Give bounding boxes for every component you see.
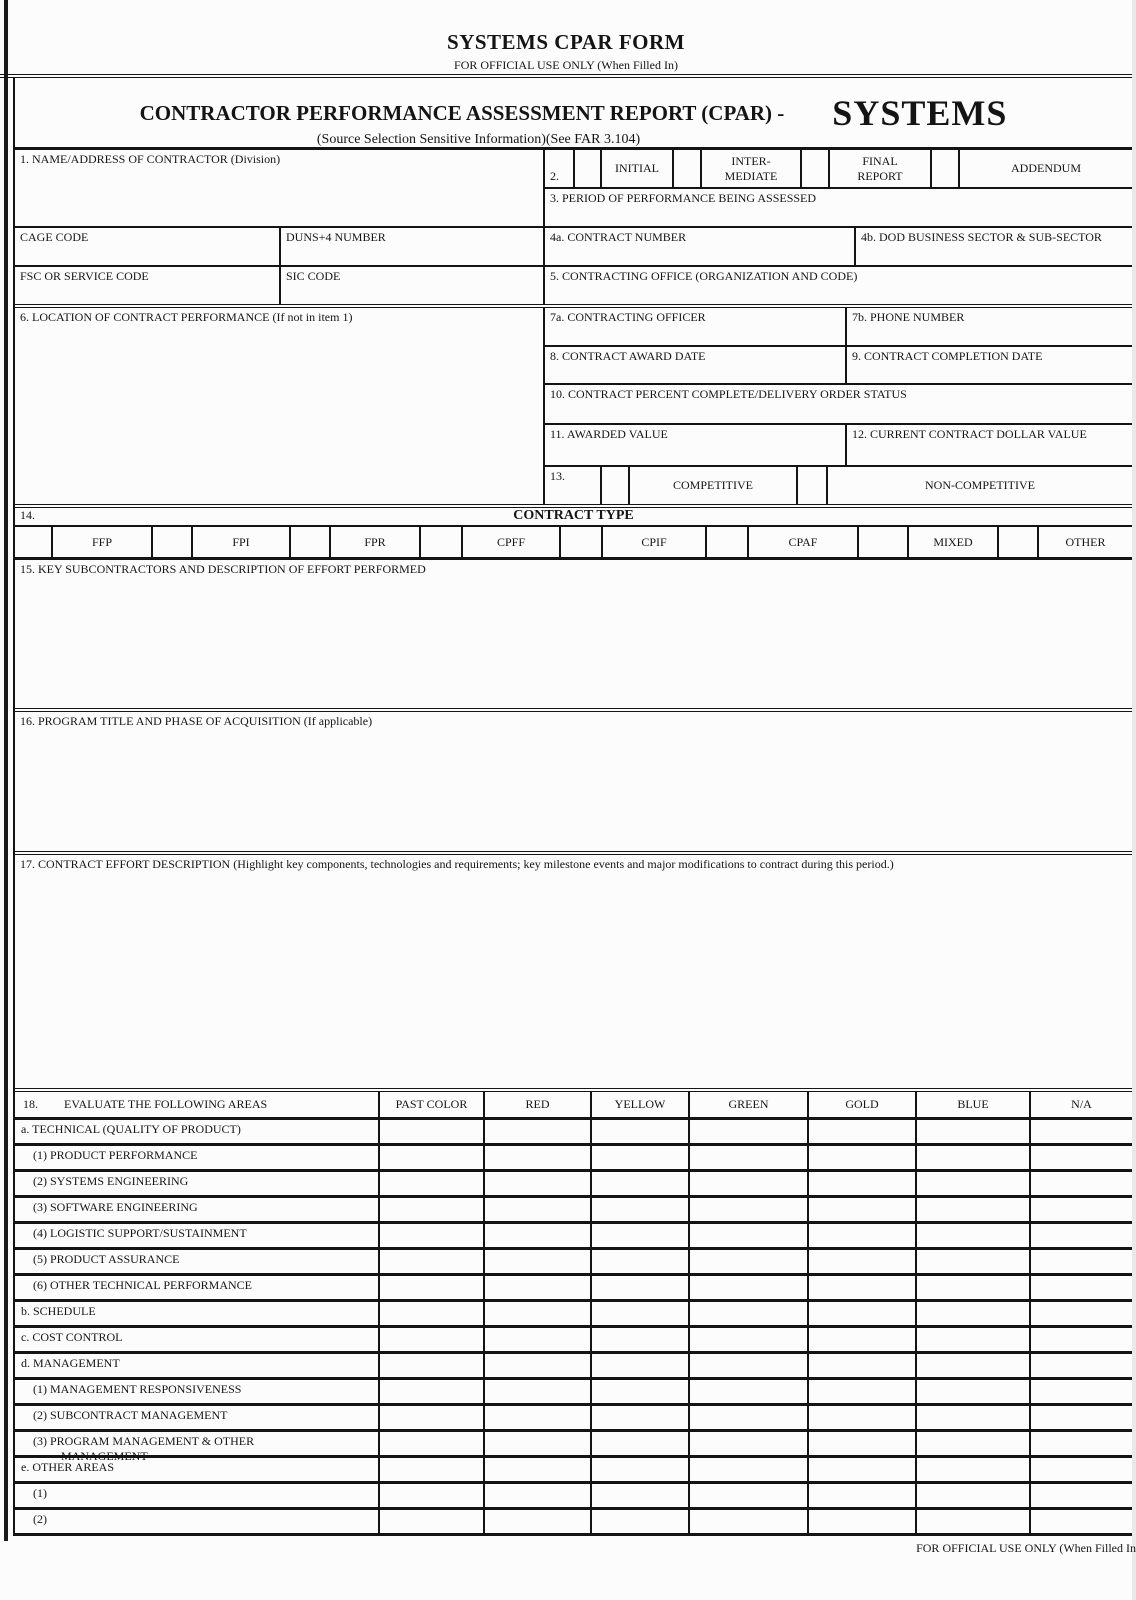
eval-row-label: (1) — [33, 1486, 47, 1500]
rating-cell-green[interactable] — [690, 1120, 809, 1143]
field-4a-label: 4a. CONTRACT NUMBER — [550, 230, 687, 244]
top-banner — [0, 0, 1132, 78]
rating-cell-blue[interactable] — [917, 1276, 1031, 1299]
rating-cell-past-color[interactable] — [380, 1198, 485, 1221]
column-na: N/A — [1071, 1097, 1092, 1111]
eval-row-label-cell — [15, 1484, 380, 1507]
rating-cell-green[interactable] — [690, 1172, 809, 1195]
rating-cell-yellow[interactable] — [592, 1224, 690, 1247]
rating-cell-gold[interactable] — [809, 1224, 917, 1247]
rating-cell-gold[interactable] — [809, 1354, 917, 1377]
evaluation-row — [15, 1120, 1132, 1146]
field-16-program-title[interactable] — [15, 712, 1132, 851]
rating-cell-blue[interactable] — [917, 1120, 1031, 1143]
checkbox-non-competitive[interactable] — [798, 467, 828, 504]
rating-cell-gold[interactable] — [809, 1120, 917, 1143]
row-6-to-13 — [15, 308, 1132, 508]
rating-cell-yellow[interactable] — [592, 1432, 690, 1455]
option-other-label: OTHER — [1065, 534, 1106, 549]
field-1-label: 1. NAME/ADDRESS OF CONTRACTOR (Division) — [20, 152, 281, 166]
rating-cell-yellow[interactable] — [592, 1146, 690, 1169]
row-2-report-type — [545, 150, 1132, 189]
rating-cell-past-color[interactable] — [380, 1146, 485, 1169]
field-9-label: 9. CONTRACT COMPLETION DATE — [852, 349, 1043, 363]
rating-cell-red[interactable] — [485, 1510, 592, 1533]
field-7a-contracting-officer[interactable] — [545, 308, 847, 345]
checkbox-cpif[interactable] — [561, 527, 603, 557]
field-4a-contract-number[interactable] — [545, 228, 856, 265]
eval-row-label-cell — [15, 1510, 380, 1533]
fsc-label: FSC OR SERVICE CODE — [20, 269, 149, 283]
rating-cell-blue[interactable] — [917, 1146, 1031, 1169]
rating-cell-past-color[interactable] — [380, 1120, 485, 1143]
sic-label: SIC CODE — [286, 269, 341, 283]
option-non-competitive-label: NON-COMPETITIVE — [925, 478, 1035, 492]
rating-cell-past-color[interactable] — [380, 1276, 485, 1299]
rating-cell-green[interactable] — [690, 1484, 809, 1507]
eval-row-label: (3) PROGRAM MANAGEMENT & OTHER — [33, 1434, 255, 1448]
rating-cell-past-color[interactable] — [380, 1250, 485, 1273]
rating-cell-red[interactable] — [485, 1224, 592, 1247]
rating-cell-na[interactable] — [1031, 1302, 1132, 1325]
rating-cell-past-color[interactable] — [380, 1302, 485, 1325]
field-8-award-date[interactable] — [545, 347, 847, 383]
rating-cell-green[interactable] — [690, 1380, 809, 1403]
field-12-current-dollar-value[interactable] — [847, 425, 1132, 465]
field-sic-code[interactable] — [281, 267, 545, 304]
field-6-location-of-performance[interactable] — [15, 308, 545, 504]
rating-cell-blue[interactable] — [917, 1250, 1031, 1273]
evaluation-row — [15, 1172, 1132, 1198]
rating-cell-blue[interactable] — [917, 1224, 1031, 1247]
rating-cell-gold[interactable] — [809, 1172, 917, 1195]
rating-cell-gold[interactable] — [809, 1510, 917, 1533]
field-3-label: 3. PERIOD OF PERFORMANCE BEING ASSESSED — [550, 191, 817, 205]
row-1-2-3 — [15, 150, 1132, 228]
field-4b-label: 4b. DOD BUSINESS SECTOR & SUB-SECTOR — [861, 230, 1102, 244]
field-6-label: 6. LOCATION OF CONTRACT PERFORMANCE (If not in item 1) — [20, 310, 353, 324]
rating-cell-gold[interactable] — [809, 1276, 917, 1299]
eval-row-label-cell — [15, 1328, 380, 1351]
rating-cell-red[interactable] — [485, 1458, 592, 1481]
field-8-label: 8. CONTRACT AWARD DATE — [550, 349, 706, 363]
title-line — [15, 92, 1132, 134]
rating-cell-green[interactable] — [690, 1406, 809, 1429]
title-block — [15, 78, 1132, 150]
field-15-label: 15. KEY SUBCONTRACTORS AND DESCRIPTION OF EFFORT PERFORMED — [20, 562, 426, 576]
field-15-key-subcontractors[interactable] — [15, 560, 1132, 708]
evaluation-row — [15, 1354, 1132, 1380]
field-10-label: 10. CONTRACT PERCENT COMPLETE/DELIVERY ORDER STATUS — [550, 387, 907, 401]
field-1-contractor-name-address[interactable] — [15, 150, 545, 226]
option-cpif-label: CPIF — [603, 527, 707, 557]
rating-cell-red[interactable] — [485, 1406, 592, 1429]
rating-cell-past-color[interactable] — [380, 1432, 485, 1455]
evaluation-row — [15, 1484, 1132, 1510]
rating-cell-green[interactable] — [690, 1224, 809, 1247]
rating-cell-na[interactable] — [1031, 1406, 1132, 1429]
row-2-3-stack — [545, 150, 1132, 226]
rating-cell-blue[interactable] — [917, 1172, 1031, 1195]
eval-row-label-cell — [15, 1302, 380, 1325]
evaluation-row — [15, 1302, 1132, 1328]
eval-row-label-cell — [15, 1276, 380, 1299]
doc-title: SYSTEMS CPAR FORM — [447, 30, 685, 54]
rating-cell-past-color[interactable] — [380, 1354, 485, 1377]
rating-cell-green[interactable] — [690, 1250, 809, 1273]
rating-cell-blue[interactable] — [917, 1354, 1031, 1377]
rating-cell-yellow[interactable] — [592, 1484, 690, 1507]
rating-cell-past-color[interactable] — [380, 1406, 485, 1429]
rating-cell-blue[interactable] — [917, 1432, 1031, 1455]
eval-row-label: d. MANAGEMENT — [21, 1356, 120, 1370]
rating-cell-red[interactable] — [485, 1328, 592, 1351]
rating-cell-yellow[interactable] — [592, 1510, 690, 1533]
eval-row-label: (1) PRODUCT PERFORMANCE — [33, 1148, 198, 1162]
rating-cell-blue[interactable] — [917, 1328, 1031, 1351]
rating-cell-na[interactable] — [1031, 1276, 1132, 1299]
checkbox-other[interactable] — [999, 527, 1039, 557]
field-7a-label: 7a. CONTRACTING OFFICER — [550, 310, 706, 324]
rating-cell-red[interactable] — [485, 1172, 592, 1195]
eval-row-label-cell — [15, 1146, 380, 1169]
option-initial-label: INITIAL — [602, 150, 674, 187]
rating-cell-green[interactable] — [690, 1276, 809, 1299]
field-17-label: 17. CONTRACT EFFORT DESCRIPTION (Highlight key components, technologies and requirements; key milestone events and major modifications to contract during this period.) — [20, 857, 894, 871]
option-ffp-label: FFP — [53, 527, 153, 557]
row-15 — [15, 560, 1132, 712]
column-past-color: PAST COLOR — [380, 1092, 485, 1117]
column-yellow: YELLOW — [592, 1092, 690, 1117]
rating-cell-past-color[interactable] — [380, 1510, 485, 1533]
row-10 — [545, 385, 1132, 425]
column-green: GREEN — [690, 1092, 809, 1117]
rating-cell-na[interactable] — [1031, 1250, 1132, 1273]
fouo-footer: FOR OFFICIAL USE ONLY (When Filled In — [916, 1541, 1136, 1555]
evaluation-row — [15, 1328, 1132, 1354]
checkbox-fpi[interactable] — [153, 527, 193, 557]
rating-cell-red[interactable] — [485, 1380, 592, 1403]
checkbox-competitive[interactable] — [602, 467, 630, 504]
eval-row-label-cell — [15, 1354, 380, 1377]
rating-cell-na[interactable] — [1031, 1432, 1132, 1455]
eval-row-label-cell — [15, 1406, 380, 1429]
eval-row-label: (1) MANAGEMENT RESPONSIVENESS — [33, 1382, 242, 1396]
rating-cell-green[interactable] — [690, 1198, 809, 1221]
row-13 — [545, 467, 1132, 504]
rating-cell-past-color[interactable] — [380, 1328, 485, 1351]
eval-row-label: (3) SOFTWARE ENGINEERING — [33, 1200, 198, 1214]
field-12-label: 12. CURRENT CONTRACT DOLLAR VALUE — [852, 427, 1087, 441]
evaluation-row — [15, 1458, 1132, 1484]
rating-cell-na[interactable] — [1031, 1224, 1132, 1247]
rating-cell-na[interactable] — [1031, 1328, 1132, 1351]
rating-cell-past-color[interactable] — [380, 1172, 485, 1195]
rating-cell-green[interactable] — [690, 1302, 809, 1325]
option-final-report-label: FINAL REPORT — [830, 150, 932, 187]
rating-cell-gold[interactable] — [809, 1198, 917, 1221]
eval-row-label-cell — [15, 1250, 380, 1273]
cage-code-label: CAGE CODE — [20, 230, 89, 244]
rating-cell-gold[interactable] — [809, 1380, 917, 1403]
contract-type-title: CONTRACT TYPE — [513, 508, 634, 523]
eval-row-label-cell — [15, 1198, 380, 1221]
rating-cell-red[interactable] — [485, 1432, 592, 1455]
checkbox-fpr[interactable] — [291, 527, 331, 557]
rating-cell-red[interactable] — [485, 1198, 592, 1221]
field-7b-phone-number[interactable] — [847, 308, 1132, 345]
eval-row-label: e. OTHER AREAS — [21, 1460, 114, 1474]
row-fsc-sic-office — [15, 267, 1132, 308]
column-red: RED — [485, 1092, 592, 1117]
eval-row-label: (2) SUBCONTRACT MANAGEMENT — [33, 1408, 228, 1422]
field-4b-dod-business-sector[interactable] — [856, 228, 1132, 265]
eval-row-label: (6) OTHER TECHNICAL PERFORMANCE — [33, 1278, 253, 1292]
checkbox-cpff[interactable] — [421, 527, 463, 557]
rating-cell-gold[interactable] — [809, 1484, 917, 1507]
rating-cell-green[interactable] — [690, 1432, 809, 1455]
rating-cell-red[interactable] — [485, 1250, 592, 1273]
checkbox-cpaf[interactable] — [707, 527, 749, 557]
evaluation-row — [15, 1276, 1132, 1302]
rating-cell-yellow[interactable] — [592, 1458, 690, 1481]
option-intermediate-label: INTER-MEDIATE — [702, 150, 802, 187]
field-3-period-of-performance[interactable] — [545, 189, 1132, 226]
rating-cell-na[interactable] — [1031, 1172, 1132, 1195]
rating-cell-na[interactable] — [1031, 1146, 1132, 1169]
rating-cell-gold[interactable] — [809, 1302, 917, 1325]
field-5-label: 5. CONTRACTING OFFICE (ORGANIZATION AND CODE) — [550, 269, 858, 283]
checkbox-ffp[interactable] — [15, 527, 53, 557]
option-mixed-label: MIXED — [909, 527, 999, 557]
evaluation-row — [15, 1432, 1132, 1463]
eval-row-label: b. SCHEDULE — [21, 1304, 96, 1318]
rating-cell-na[interactable] — [1031, 1458, 1132, 1481]
option-fpi-label: FPI — [193, 527, 291, 557]
field-fsc-service-code[interactable] — [15, 267, 281, 304]
evaluation-row — [15, 1380, 1132, 1406]
rating-cell-gold[interactable] — [809, 1432, 917, 1455]
rating-cell-green[interactable] — [690, 1354, 809, 1377]
rating-cell-na[interactable] — [1031, 1354, 1132, 1377]
row-14-header — [15, 508, 1132, 527]
eval-row-label-cell — [15, 1224, 380, 1247]
rating-cell-gold[interactable] — [809, 1146, 917, 1169]
rating-cell-na[interactable] — [1031, 1510, 1132, 1533]
rating-cell-blue[interactable] — [917, 1406, 1031, 1429]
rating-cell-blue[interactable] — [917, 1484, 1031, 1507]
scan-edge-line — [4, 0, 8, 1541]
rating-cell-gold[interactable] — [809, 1458, 917, 1481]
field-11-label: 11. AWARDED VALUE — [550, 427, 668, 441]
rating-cell-green[interactable] — [690, 1458, 809, 1481]
eval-row-label: c. COST CONTROL — [21, 1330, 123, 1344]
rating-cell-yellow[interactable] — [592, 1172, 690, 1195]
field-9-completion-date[interactable] — [847, 347, 1132, 383]
rating-cell-yellow[interactable] — [592, 1328, 690, 1351]
rating-cell-yellow[interactable] — [592, 1250, 690, 1273]
rating-cell-past-color[interactable] — [380, 1484, 485, 1507]
column-blue: BLUE — [917, 1092, 1031, 1117]
checkbox-mixed[interactable] — [859, 527, 909, 557]
rating-cell-na[interactable] — [1031, 1484, 1132, 1507]
row-3-period — [545, 189, 1132, 226]
eval-row-label: (2) — [33, 1512, 47, 1526]
field-11-awarded-value[interactable] — [545, 425, 847, 465]
row-16 — [15, 712, 1132, 855]
rating-cell-na[interactable] — [1031, 1380, 1132, 1403]
evaluation-row — [15, 1510, 1132, 1536]
rating-cell-red[interactable] — [485, 1120, 592, 1143]
rating-cell-yellow[interactable] — [592, 1380, 690, 1403]
rating-cell-past-color[interactable] — [380, 1224, 485, 1247]
row-7-13-stack — [545, 308, 1132, 504]
rating-cell-yellow[interactable] — [592, 1354, 690, 1377]
sensitivity-note: (Source Selection Sensitive Information)(See FAR 3.104) — [316, 132, 641, 147]
evaluation-row — [15, 1146, 1132, 1172]
field-10-percent-complete[interactable] — [545, 385, 1132, 423]
field-duns-number[interactable] — [281, 228, 545, 265]
report-title-suffix: SYSTEMS — [832, 93, 1008, 133]
field-14-label: 14. — [20, 508, 35, 522]
row-codes-contract — [15, 228, 1132, 267]
rating-cell-green[interactable] — [690, 1146, 809, 1169]
checkbox-addendum[interactable] — [932, 150, 960, 187]
rating-cell-yellow[interactable] — [592, 1198, 690, 1221]
option-fpr-label: FPR — [331, 527, 421, 557]
eval-row-label: (2) SYSTEMS ENGINEERING — [33, 1174, 189, 1188]
field-16-label: 16. PROGRAM TITLE AND PHASE OF ACQUISITION (If applicable) — [20, 714, 373, 728]
rating-cell-blue[interactable] — [917, 1458, 1031, 1481]
field-18-number: 18. — [23, 1097, 38, 1111]
evaluation-header-row — [15, 1092, 1132, 1120]
rating-cell-yellow[interactable] — [592, 1276, 690, 1299]
eval-row-label: (4) LOGISTIC SUPPORT/SUSTAINMENT — [33, 1226, 247, 1240]
rating-cell-na[interactable] — [1031, 1198, 1132, 1221]
option-cpaf-label: CPAF — [749, 527, 859, 557]
rating-cell-red[interactable] — [485, 1146, 592, 1169]
eval-row-label-cell — [15, 1458, 380, 1481]
evaluation-row — [15, 1406, 1132, 1432]
row-17 — [15, 855, 1132, 1092]
eval-row-label-cell — [15, 1380, 380, 1403]
rating-cell-red[interactable] — [485, 1484, 592, 1507]
evaluation-rows — [15, 1120, 1132, 1536]
rating-cell-blue[interactable] — [917, 1302, 1031, 1325]
checkbox-intermediate[interactable] — [674, 150, 702, 187]
field-7b-label: 7b. PHONE NUMBER — [852, 310, 965, 324]
rating-cell-blue[interactable] — [917, 1380, 1031, 1403]
rating-cell-yellow[interactable] — [592, 1120, 690, 1143]
option-competitive-label: COMPETITIVE — [630, 467, 798, 504]
field-13-label: 13. — [545, 467, 602, 504]
rating-cell-red[interactable] — [485, 1276, 592, 1299]
field-2-label: 2. — [545, 150, 575, 187]
rating-cell-past-color[interactable] — [380, 1458, 485, 1481]
rating-cell-na[interactable] — [1031, 1120, 1132, 1143]
row-11-12 — [545, 425, 1132, 467]
checkbox-final-report[interactable] — [802, 150, 830, 187]
eval-row-label: a. TECHNICAL (QUALITY OF PRODUCT) — [21, 1122, 241, 1136]
cpar-form — [13, 78, 1132, 1536]
evaluation-header-label — [15, 1092, 380, 1117]
rating-cell-gold[interactable] — [809, 1250, 917, 1273]
evaluation-row — [15, 1198, 1132, 1224]
row-7 — [545, 308, 1132, 347]
duns-label: DUNS+4 NUMBER — [286, 230, 386, 244]
eval-row-label2: MANAGEMENT — [61, 1449, 148, 1463]
report-title: CONTRACTOR PERFORMANCE ASSESSMENT REPORT (CPAR) - — [139, 100, 785, 125]
evaluation-table — [15, 1092, 1132, 1536]
eval-row-label-cell — [15, 1120, 380, 1143]
rating-cell-red[interactable] — [485, 1354, 592, 1377]
evaluation-row — [15, 1250, 1132, 1276]
rating-cell-red[interactable] — [485, 1302, 592, 1325]
row-8-9 — [545, 347, 1132, 385]
row-14-options — [15, 527, 1132, 560]
column-gold: GOLD — [809, 1092, 917, 1117]
rating-cell-yellow[interactable] — [592, 1406, 690, 1429]
rating-cell-gold[interactable] — [809, 1406, 917, 1429]
field-18-title: EVALUATE THE FOLLOWING AREAS — [64, 1097, 268, 1111]
rating-cell-gold[interactable] — [809, 1328, 917, 1351]
field-5-contracting-office[interactable] — [545, 267, 1132, 304]
fouo-banner: FOR OFFICIAL USE ONLY (When Filled In) — [454, 58, 678, 72]
eval-row-label: (5) PRODUCT ASSURANCE — [33, 1252, 180, 1266]
rating-cell-blue[interactable] — [917, 1198, 1031, 1221]
checkbox-initial[interactable] — [575, 150, 602, 187]
rating-cell-blue[interactable] — [917, 1510, 1031, 1533]
rating-cell-green[interactable] — [690, 1328, 809, 1351]
rating-cell-green[interactable] — [690, 1510, 809, 1533]
option-addendum-label: ADDENDUM — [1011, 161, 1081, 175]
field-17-contract-effort-description[interactable] — [15, 855, 1132, 1088]
eval-row-label-cell — [15, 1172, 380, 1195]
rating-cell-yellow[interactable] — [592, 1302, 690, 1325]
field-cage-code[interactable] — [15, 228, 281, 265]
eval-row-label-cell — [15, 1432, 380, 1463]
rating-cell-past-color[interactable] — [380, 1380, 485, 1403]
evaluation-row — [15, 1224, 1132, 1250]
option-cpff-label: CPFF — [463, 527, 561, 557]
